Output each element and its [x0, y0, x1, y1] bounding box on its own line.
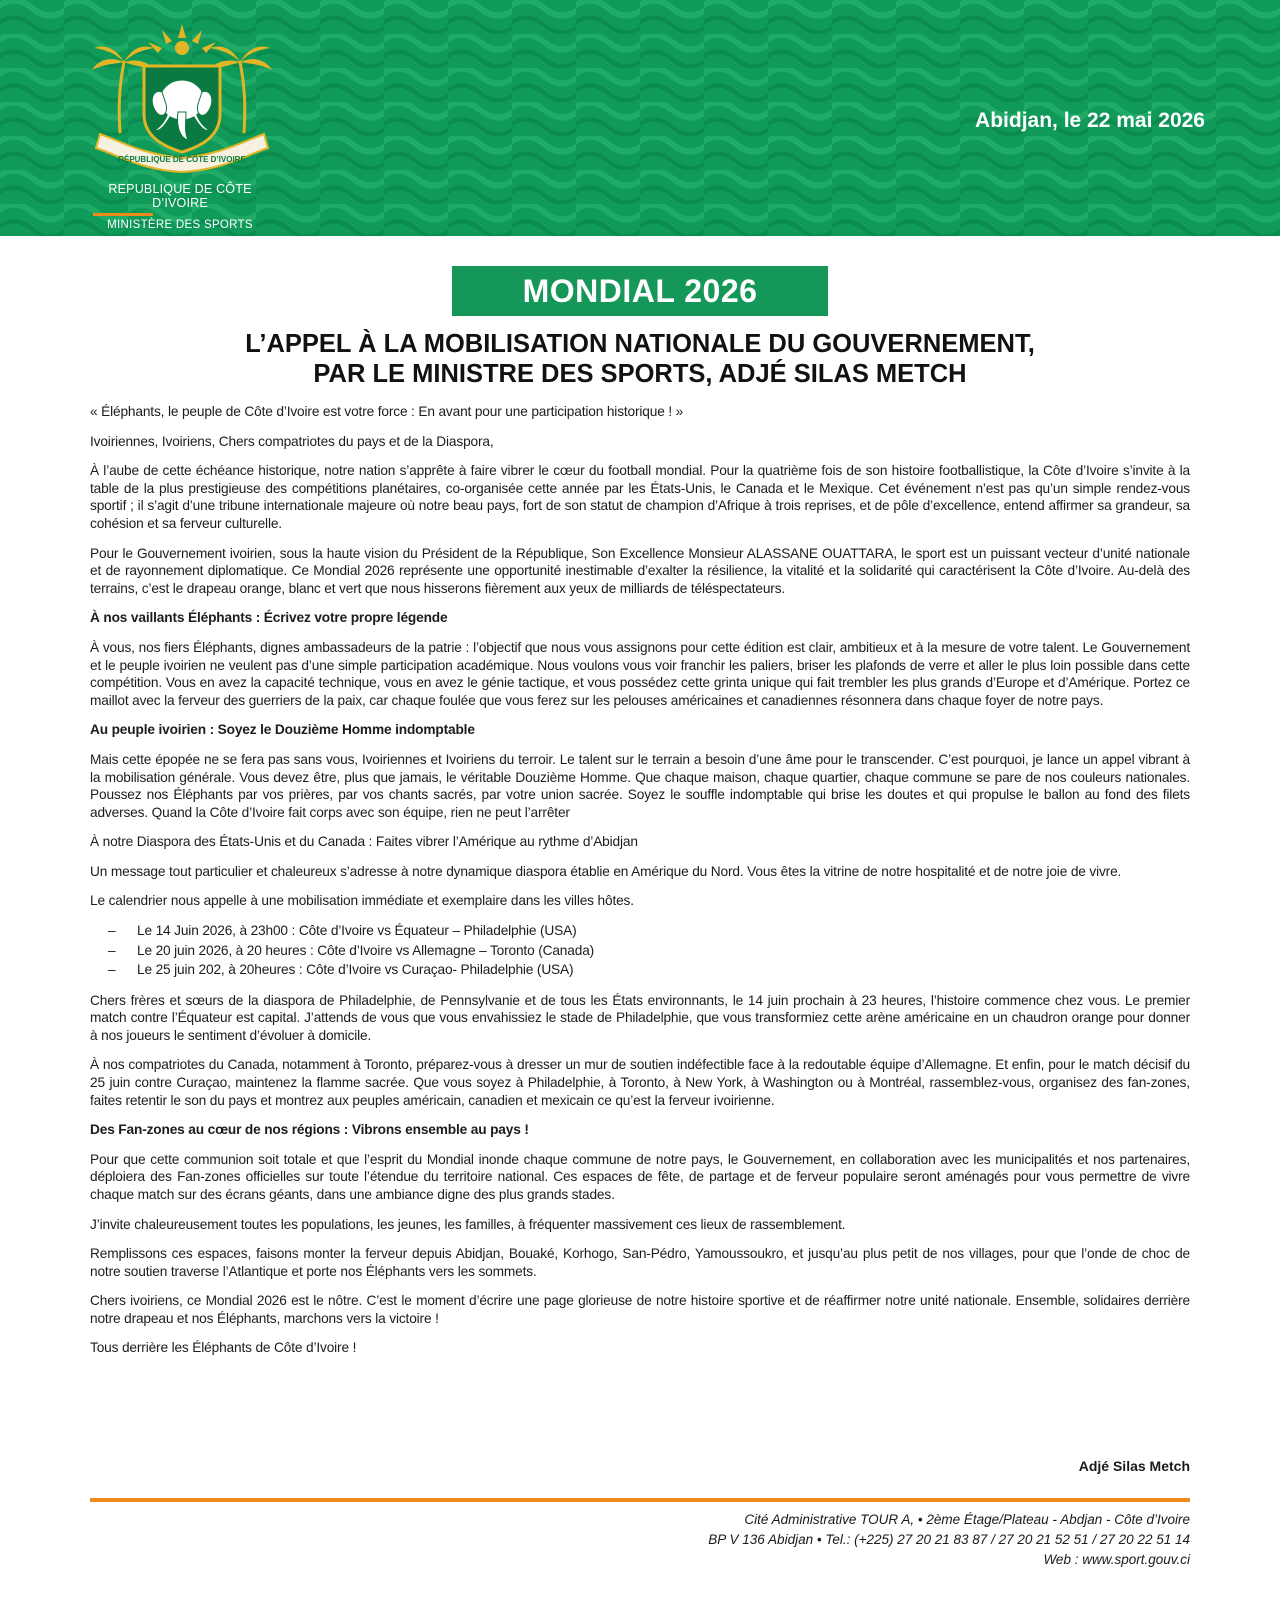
section-heading: À notre Diaspora des États-Unis et du Canada : Faites vibrer l’Amérique au rythme d’Abidjan — [90, 834, 638, 850]
header-band — [0, 0, 1280, 236]
paragraph: Chers ivoiriens, ce Mondial 2026 est le nôtre. C’est le moment d’écrire une page glorieuse de notre histoire sportive et de réaffirmer notre unité nationale. Ensemble, solidaires derrière notre drapeau et nos Éléphants, marchons vers la victoire ! — [90, 1293, 1190, 1326]
paragraph: Un message tout particulier et chaleureux s’adresse à notre dynamique diaspora établie en Amérique du Nord. Vous êtes la vitrine de notre hospitalité et de notre joie de vivre. — [90, 863, 1122, 879]
coat-of-arms-icon — [82, 22, 282, 182]
document-date: Abidjan, le 22 mai 2026 — [975, 109, 1205, 132]
republic-label: REPUBLIQUE DE CÔTE D’IVOIRE — [108, 182, 252, 210]
footer-contact-line: BP V 136 Abidjan • Tel.: (+225) 27 20 21 83 87 / 27 20 21 52 51 / 27 20 22 51 14 — [708, 1532, 1190, 1547]
footer-address-line: Cité Administrative TOUR A, • 2ème Étage/Plateau - Abdjan - Côte d’Ivoire — [744, 1512, 1190, 1527]
paragraph: Mais cette épopée ne se fera pas sans vous, Ivoiriennes et Ivoiriens du terroir. Le talent sur le terrain a besoin d’une âme pour le transcender. C’est pourquoi, je lance un appel vibrant à la mobilisation générale. Vous devez être, plus que jamais, le véritable Douzième Homme. Que chaque maison, chaque quartier, chaque commune se pare de nos couleurs nationales. Poussez nos Éléphants par vos prières, par vos chants sacrés, par votre union sacrée. Soyez le souffle indomptable qui brise les doutes et qui propulse le ballon au fond des filets adverses. Quand la Côte d’Ivoire fait corps avec son équipe, rien ne peut l’arrêter — [90, 751, 1190, 820]
headline-line-2: PAR LE MINISTRE DES SPORTS, ADJÉ SILAS METCH — [313, 360, 967, 388]
paragraph: À vous, nos fiers Éléphants, dignes ambassadeurs de la patrie : l’objectif que nous vous assignons pour cette édition est clair, ambitieux et à la mesure de votre talent. Le Gouvernement et le peuple ivoirien ne veulent pas d’une simple participation académique. Nous voulons vous voir franchir les paliers, briser les plafonds de verre et aller le plus loin possible dans cette compétition. Vous en avez la capacité technique, vous en avez le génie tactique, et vous possédez cette grinta unique qui fait trembler les plus grands d’Europe et d’Amérique. Portez ce maillot avec la ferveur des guerriers de la paix, car chaque foulée que vous ferez sur les pelouses américaines et canadiennes résonnera dans chaque foyer de notre pays. — [90, 639, 1190, 708]
closing-line: Tous derrière les Éléphants de Côte d’Ivoire ! — [90, 1340, 357, 1356]
section-heading: Au peuple ivoirien : Soyez le Douzième Homme indomptable — [90, 722, 475, 738]
headline — [80, 329, 1200, 389]
footer-web-link[interactable]: Web : www.sport.gouv.ci — [1043, 1552, 1190, 1567]
emblem-ribbon-text: RÉPUBLIQUE DE CÔTE D’IVOIRE — [118, 155, 246, 164]
paragraph: Remplissons ces espaces, faisons monter la ferveur depuis Abidjan, Bouaké, Korhogo, San-Pédro, Yamoussoukro, et jusqu’au plus petit de nos villages, pour que l’onde de choc de notre soutien traverse l’Atlantique et porte nos Éléphants vers les sommets. — [90, 1246, 1190, 1279]
paragraph: Pour le Gouvernement ivoirien, sous la haute vision du Président de la République, Son Excellence Monsieur ALASSANE OUATTARA, le sport est un puissant vecteur d’unité nationale et de rayonnement diplomatique. Ce Mondial 2026 représente une opportunité inestimable d’exalter la résilience, la vitalité et la solidarité qui caractérisent la Côte d’Ivoire. Au-delà des terrains, c’est le drapeau orange, blanc et vert que nous hisserons fièrement aux yeux de milliards de téléspectateurs. — [90, 545, 1190, 596]
paragraph: À l’aube de cette échéance historique, notre nation s’apprête à faire vibrer le cœur du football mondial. Pour la quatrième fois de son histoire footballistique, la Côte d’Ivoire s’invite à la table de la plus prestigieuse des compétitions planétaires, co-organisée cette année par les États-Unis, le Canada et le Mexique. Cet événement n’est pas qu’un simple rendez-vous sportif ; il s’agit d’une tribune internationale majeure où notre beau pays, fort de son statut de champion d’Afrique à trois reprises, et de pôle d’excellence, entend affirmer sa grandeur, sa cohésion et sa ferveur culturelle. — [90, 463, 1190, 531]
signature: Adjé Silas Metch — [1078, 1458, 1190, 1474]
footer-address — [708, 1510, 1190, 1570]
opening-quote: « Éléphants, le peuple de Côte d’Ivoire est votre force : En avant pour une participation historique ! » — [90, 404, 684, 419]
letter-body — [90, 403, 1190, 1369]
ministry-label: MINISTÈRE DES SPORTS — [107, 219, 253, 231]
paragraph: À nos compatriotes du Canada, notamment à Toronto, préparez-vous à dresser un mur de soutien indéfectible face à la redoutable équipe d’Allemagne. Et enfin, pour le match décisif du 25 juin contre Curaçao, maintenez la flamme sacrée. Que vous soyez à Philadelphie, à Toronto, à New York, à Washington ou à Montréal, rassemblez-vous, organisez des fan-zones, faites retentir le son du pays et montrez aux peuples américain, canadien et mexicain ce qu’est la ferveur ivoirienne. — [90, 1057, 1190, 1108]
section-heading: Des Fan-zones au cœur de nos régions : Vibrons ensemble au pays ! — [90, 1122, 529, 1138]
paragraph: Chers frères et sœurs de la diaspora de Philadelphie, de Pennsylvanie et de tous les États environnants, le 14 juin prochain à 23 heures, l’histoire commence chez vous. Le premier match contre l’Équateur est capital. J’attends de vous que vous envahissiez le stade de Philadelphie, que vous transformiez cette arène américaine en un chaudron orange pour donner à nos joueurs le sentiment d’évoluer à domicile. — [90, 992, 1190, 1043]
orange-divider — [93, 213, 153, 216]
paragraph: J’invite chaleureusement toutes les populations, les jeunes, les familles, à fréquenter massivement ces lieux de rassemblement. — [90, 1216, 846, 1232]
list-item: – Le 14 Juin 2026, à 23h00 : Côte d’Ivoire vs Équateur – Philadelphie (USA) — [108, 921, 1190, 941]
footer-divider — [90, 1498, 1190, 1502]
title-banner: MONDIAL 2026 — [452, 266, 828, 316]
section-heading: À nos vaillants Éléphants : Écrivez votre propre légende — [90, 610, 448, 626]
greeting: Ivoiriennes, Ivoiriens, Chers compatriotes du pays et de la Diaspora, — [90, 433, 494, 449]
ministry-block — [80, 182, 280, 231]
paragraph: Pour que cette communion soit totale et que l’esprit du Mondial inonde chaque commune de notre pays, le Gouvernement, en collaboration avec les municipalités et nos partenaires, déploiera des Fan-zones officielles sur toute l’étendue du territoire national. Ces espaces de fête, de partage et de ferveur populaire seront aménagés pour vous permettre de vivre chaque match sur des écrans géants, dans une ambiance digne des plus grands stades. — [90, 1151, 1190, 1202]
list-item: – Le 25 juin 202, à 20heures : Côte d’Ivoire vs Curaçao- Philadelphie (USA) — [108, 960, 1190, 980]
paragraph: Le calendrier nous appelle à une mobilisation immédiate et exemplaire dans les villes hôtes. — [90, 893, 634, 909]
headline-line-1: L’APPEL À LA MOBILISATION NATIONALE DU GOUVERNEMENT, — [245, 330, 1035, 358]
list-item: – Le 20 juin 2026, à 20 heures : Côte d’Ivoire vs Allemagne – Toronto (Canada) — [108, 941, 1190, 961]
match-schedule-list — [108, 921, 1190, 980]
